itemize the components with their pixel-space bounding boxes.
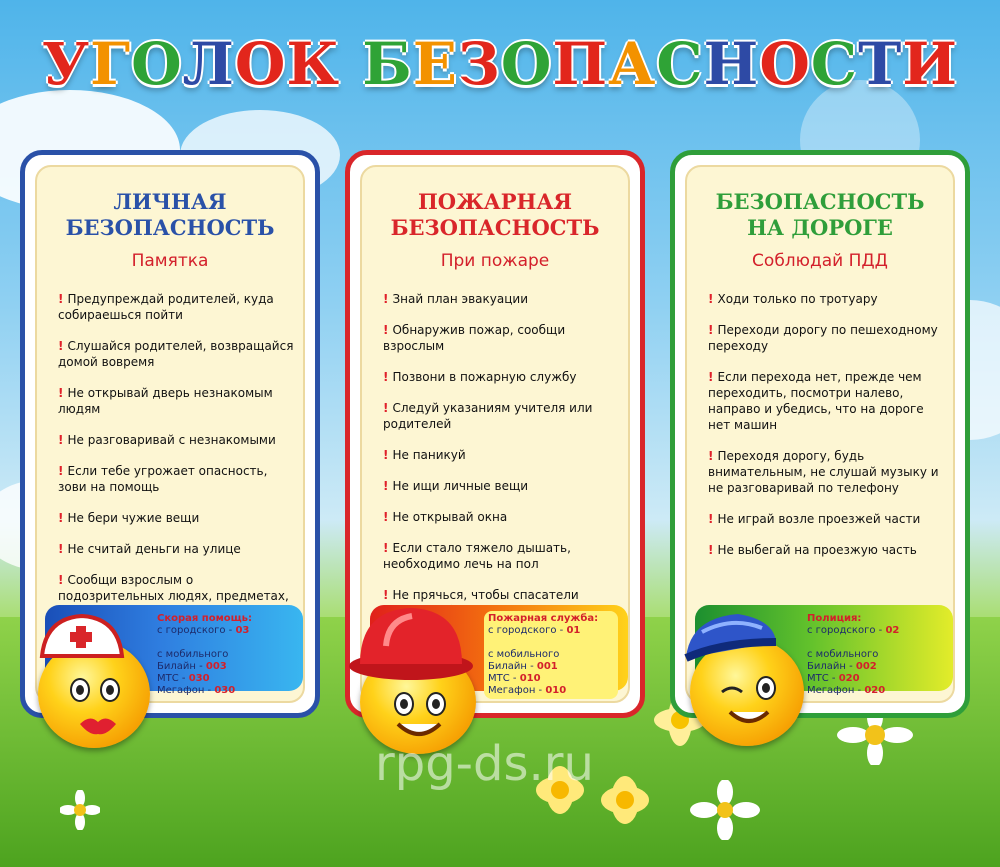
rule-text: Сообщи взрослым о подозрительных людях, предметах,	[58, 573, 289, 603]
title-letter: З	[457, 30, 501, 98]
contact-line	[807, 625, 943, 637]
exclamation-icon: !	[58, 464, 64, 478]
contact-label: Мегафон -	[157, 685, 212, 696]
panel-title	[37, 189, 303, 241]
rule-item	[377, 369, 622, 385]
contact-line	[488, 685, 614, 697]
contact-numbers	[807, 613, 943, 697]
contact-line: с мобильного	[488, 649, 560, 660]
panel-title-line: НА ДОРОГЕ	[747, 215, 893, 240]
exclamation-icon: !	[383, 292, 389, 306]
rule-item	[377, 400, 622, 432]
rule-item	[377, 540, 622, 572]
rule-text: Знай план эвакуации	[392, 292, 528, 306]
rule-item	[52, 338, 297, 370]
panel-title-line: БЕЗОПАСНОСТЬ	[390, 215, 600, 240]
eye	[70, 678, 90, 702]
smile-icon	[726, 708, 772, 730]
contact-line	[488, 661, 614, 673]
rule-item	[377, 478, 622, 494]
rule-item	[52, 510, 297, 526]
rule-text: Не открывай окна	[392, 510, 508, 524]
eye	[100, 678, 120, 702]
contact-label: Билайн -	[488, 661, 534, 672]
rule-item	[377, 447, 622, 463]
rule-item	[52, 463, 297, 495]
rule-text: Не паникуй	[392, 448, 466, 462]
contact-label: Мегафон -	[807, 685, 862, 696]
contact-line: с мобильного	[807, 649, 879, 660]
contact-line: с мобильного	[157, 649, 229, 660]
title-letter: И	[902, 30, 959, 98]
rule-item	[702, 511, 947, 527]
eye	[394, 692, 414, 716]
rule-item	[377, 322, 622, 354]
contact-line	[807, 673, 943, 685]
contact-number: 01	[566, 625, 581, 636]
rule-text: Переходи дорогу по пешеходному переходу	[708, 323, 938, 353]
rule-item	[702, 291, 947, 307]
rule-text: Обнаружив пожар, сообщи взрослым	[383, 323, 566, 353]
title-letter: Е	[412, 30, 458, 98]
contact-number: 010	[545, 685, 567, 696]
panel-subtitle: Соблюдай ПДД	[752, 251, 888, 271]
title-letter: Л	[182, 30, 235, 98]
rule-text: Если тебе угрожает опасность, зови на помощь	[58, 464, 268, 494]
wink-eye-icon	[720, 686, 744, 698]
contact-label: МТС -	[488, 673, 517, 684]
rule-text: Не открывай дверь незнакомым людям	[58, 386, 273, 416]
contact-number: 010	[519, 673, 541, 684]
contact-label: МТС -	[157, 673, 186, 684]
panel-subtitle: При пожаре	[440, 251, 550, 271]
contact-label: МТС -	[807, 673, 836, 684]
exclamation-icon: !	[383, 401, 389, 415]
watermark: rpg-ds.ru	[375, 736, 594, 792]
exclamation-icon: !	[383, 448, 389, 462]
exclamation-icon: !	[383, 479, 389, 493]
rule-item	[702, 322, 947, 354]
contact-line	[807, 685, 943, 697]
contact-number: 020	[864, 685, 886, 696]
rule-item	[702, 448, 947, 496]
contact-line	[157, 685, 293, 697]
eye	[426, 692, 446, 716]
rule-item	[52, 432, 297, 448]
contact-line	[157, 625, 293, 637]
contact-number: 030	[188, 673, 210, 684]
panel-title	[362, 189, 628, 241]
rule-item	[377, 509, 622, 525]
title-letter: С	[656, 30, 704, 98]
exclamation-icon: !	[708, 449, 714, 463]
contact-number: 03	[235, 625, 250, 636]
rule-text: Слушайся родителей, возвращайся домой вовремя	[58, 339, 294, 369]
rule-text: Не разговаривай с незнакомыми	[67, 433, 276, 447]
contact-label: с городского -	[488, 625, 564, 636]
rule-item	[52, 541, 297, 557]
title-letter: О	[759, 30, 811, 98]
contact-numbers	[484, 611, 618, 699]
title-letter: К	[286, 30, 341, 98]
police-cap-icon	[682, 608, 782, 668]
rule-text: Не бери чужие вещи	[67, 511, 200, 525]
title-letter: О	[500, 30, 553, 98]
rule-item	[377, 291, 622, 307]
exclamation-icon: !	[58, 386, 64, 400]
title-letter: О	[131, 30, 183, 98]
rule-text: Не считай деньги на улице	[67, 542, 241, 556]
title-letter: П	[552, 30, 609, 98]
lips-icon	[78, 714, 118, 736]
contact-line	[807, 661, 943, 673]
rule-text: Не прячься, чтобы спасатели	[392, 588, 579, 602]
contact-heading: Пожарная служба:	[488, 613, 599, 624]
rule-item	[702, 542, 947, 558]
rule-text: Позвони в пожарную службу	[392, 370, 577, 384]
title-letter: Т	[858, 30, 903, 98]
rule-text: Если перехода нет, прежде чем переходить, посмотри налево, направо и убедись, что на дороге нет машин	[708, 370, 924, 432]
contact-label: Мегафон -	[488, 685, 543, 696]
exclamation-icon: !	[383, 370, 389, 384]
contact-line	[157, 661, 293, 673]
contact-number: 02	[885, 625, 900, 636]
rule-item	[702, 369, 947, 433]
contact-heading: Полиция:	[807, 613, 862, 624]
exclamation-icon: !	[383, 510, 389, 524]
daisy-flower	[690, 780, 760, 840]
contact-label: с городского -	[157, 625, 233, 636]
rules-list	[52, 291, 297, 635]
rule-text: Не выбегай на проезжую часть	[717, 543, 917, 557]
nurse-cap-icon	[36, 612, 128, 662]
contact-label: с городского -	[807, 625, 883, 636]
contact-number: 001	[536, 661, 558, 672]
contact-label: Билайн -	[157, 661, 203, 672]
rules-list	[377, 291, 622, 634]
contact-number: 030	[214, 685, 236, 696]
rule-text: Следуй указаниям учителя или родителей	[383, 401, 593, 431]
nurse-smiley	[38, 640, 150, 748]
title-letter: О	[234, 30, 287, 98]
title-letter: Б	[362, 30, 413, 98]
exclamation-icon: !	[58, 339, 64, 353]
contact-line	[157, 673, 293, 685]
exclamation-icon: !	[383, 588, 389, 602]
contact-numbers	[157, 613, 293, 697]
panel-title-line: ПОЖАРНАЯ	[417, 189, 573, 214]
rule-text: Ходи только по тротуару	[717, 292, 878, 306]
rule-item	[52, 291, 297, 323]
exclamation-icon: !	[708, 370, 714, 384]
eye	[756, 676, 776, 700]
rule-text: Переходя дорогу, будь внимательным, не слушай музыку и не разговаривай по телефону	[708, 449, 939, 495]
rule-text: Не ищи личные вещи	[392, 479, 529, 493]
contact-number: 020	[838, 673, 860, 684]
title-letter: А	[608, 30, 657, 98]
rule-text: Не играй возле проезжей части	[717, 512, 921, 526]
exclamation-icon: !	[58, 573, 64, 587]
panel-title-line: БЕЗОПАСНОСТЬ	[65, 215, 275, 240]
rule-item	[52, 385, 297, 417]
exclamation-icon: !	[708, 323, 714, 337]
contact-heading: Скорая помощь:	[157, 613, 253, 624]
panel-title-line: БЕЗОПАСНОСТЬ	[715, 189, 925, 214]
panel-subtitle: Памятка	[131, 251, 209, 271]
panel-title-line: ЛИЧНАЯ	[113, 189, 227, 214]
title-letter: Н	[703, 30, 760, 98]
title-letter: С	[810, 30, 859, 98]
contact-number: 003	[205, 661, 227, 672]
exclamation-icon: !	[58, 511, 64, 525]
contact-label: Билайн -	[807, 661, 853, 672]
exclamation-icon: !	[708, 512, 714, 526]
rules-list	[702, 291, 947, 573]
exclamation-icon: !	[58, 542, 64, 556]
police-smiley	[690, 638, 804, 746]
exclamation-icon: !	[58, 433, 64, 447]
daisy-flower	[60, 790, 100, 830]
exclamation-icon: !	[58, 292, 64, 306]
title-letter: У	[41, 30, 91, 98]
contact-line	[488, 625, 614, 637]
contact-line	[488, 673, 614, 685]
rule-text: Предупреждай родителей, куда собираешься пойти	[58, 292, 274, 322]
panel-title	[687, 189, 953, 241]
page-title	[0, 30, 1000, 98]
rule-text: Если стало тяжело дышать, необходимо лечь на пол	[383, 541, 571, 571]
exclamation-icon: !	[708, 292, 714, 306]
contact-number: 002	[855, 661, 877, 672]
firefighter-helmet-icon	[346, 606, 476, 682]
exclamation-icon: !	[383, 323, 389, 337]
exclamation-icon: !	[383, 541, 389, 555]
exclamation-icon: !	[708, 543, 714, 557]
title-letter: Г	[90, 30, 132, 98]
